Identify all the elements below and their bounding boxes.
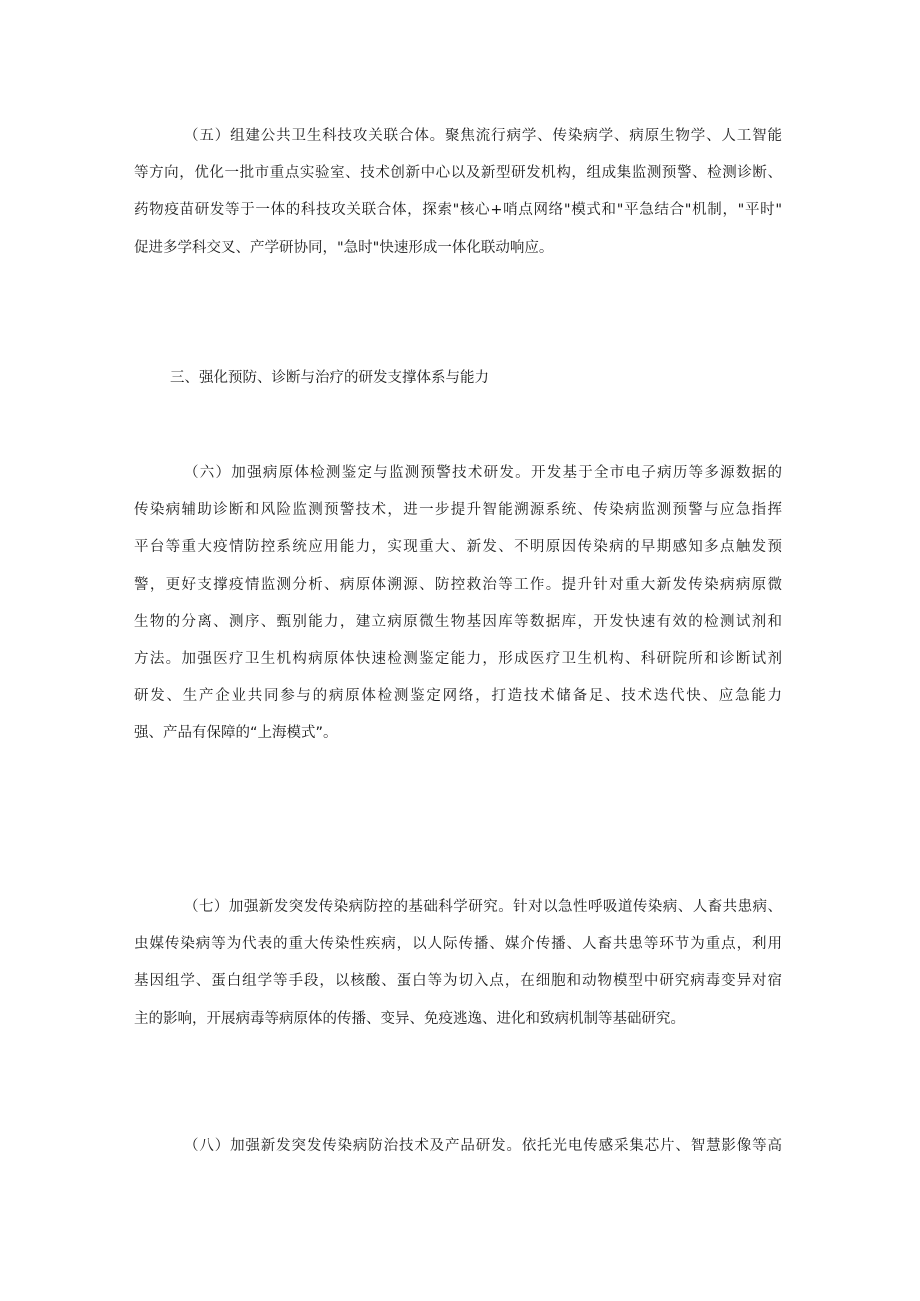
- paragraph-line: 药物疫苗研发等于一体的科技攻关联合体，探索"核心+哨点网络"模式和"平急结合"机制，"平时": [134, 202, 782, 219]
- paragraph-line: 促进多学科交叉、产学研协同，"急时"快速形成一体化联动响应。: [134, 239, 554, 256]
- paragraph-line: 生物的分离、测序、甄别能力，建立病原微生物基因库等数据库，开发快速有效的检测试剂和: [134, 613, 782, 630]
- paragraph-line: （六）加强病原体检测鉴定与监测预警技术研发。开发基于全市电子病历等多源数据的: [184, 465, 782, 481]
- paragraph-line: （八）加强新发突发传染病防治技术及产品研发。依托光电传感采集芯片、智慧影像等高: [184, 1138, 782, 1154]
- paragraph-line: 虫媒传染病等为代表的重大传染性疾病，以人际传播、媒介传播、人畜共患等环节为重点，利用: [134, 936, 782, 953]
- paragraph-line: 传染病辅助诊断和风险监测预警技术，进一步提升智能溯源系统、传染病监测预警与应急指挥: [134, 502, 782, 519]
- paragraph-line: 等方向，优化一批市重点实验室、技术创新中心以及新型研发机构，组成集监测预警、检测诊断、: [134, 165, 782, 182]
- paragraph-section-8: [134, 1128, 782, 1165]
- paragraph-line: 主的影响，开展病毒等病原体的传播、变异、免疫逃逸、进化和致病机制等基础研究。: [134, 1010, 685, 1027]
- paragraph-section-6: [134, 455, 782, 753]
- section-heading-3: 三、强化预防、诊断与治疗的研发支撑体系与能力: [170, 370, 489, 386]
- paragraph-section-5: [134, 118, 782, 267]
- paragraph-line: （五）组建公共卫生科技攻关联合体。聚焦流行病学、传染病学、病原生物学、人工智能: [184, 128, 782, 144]
- paragraph-line: 研发、生产企业共同参与的病原体检测鉴定网络，打造技术储备足、技术迭代快、应急能力: [134, 688, 782, 705]
- paragraph-line: 强、产品有保障的“上海模式”。: [134, 725, 338, 742]
- paragraph-line: 基因组学、蛋白组学等手段，以核酸、蛋白等为切入点，在细胞和动物模型中研究病毒变异对宿: [134, 973, 782, 990]
- paragraph-line: 平台等重大疫情防控系统应用能力，实现重大、新发、不明原因传染病的早期感知多点触发预: [134, 539, 782, 556]
- paragraph-section-7: [134, 889, 782, 1038]
- paragraph-line: 警，更好支撑疫情监测分析、病原体溯源、防控救治等工作。提升针对重大新发传染病病原微: [134, 576, 782, 593]
- paragraph-line: 方法。加强医疗卫生机构病原体快速检测鉴定能力，形成医疗卫生机构、科研院所和诊断试剂: [134, 650, 782, 667]
- paragraph-line: （七）加强新发突发传染病防控的基础科学研究。针对以急性呼吸道传染病、人畜共患病、: [184, 899, 782, 915]
